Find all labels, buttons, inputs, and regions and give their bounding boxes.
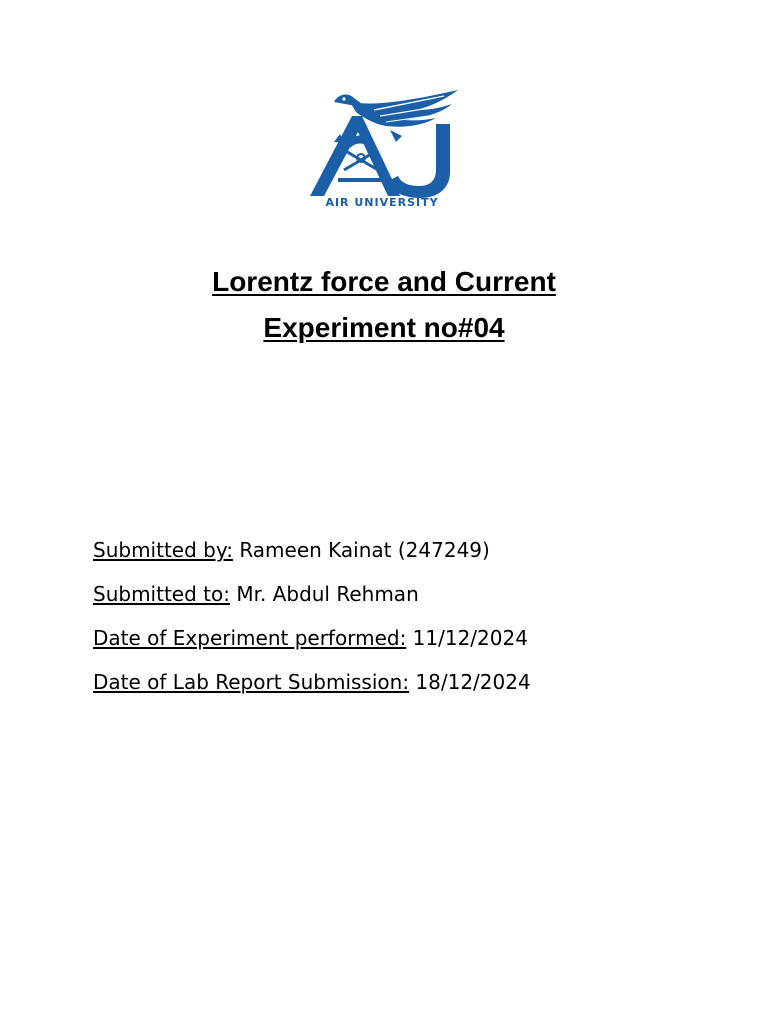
submitted-by-value: Rameen Kainat (247249) — [239, 538, 490, 562]
experiment-date-label: Date of Experiment performed: — [93, 626, 407, 650]
submitted-to-row — [93, 579, 713, 623]
experiment-date-value: 11/12/2024 — [412, 626, 528, 650]
submission-date-row — [93, 667, 713, 711]
submitted-by-row — [93, 535, 713, 579]
submission-details — [93, 535, 713, 711]
report-title: Lorentz force and Current — [212, 266, 556, 297]
submitted-by-label: Submitted by: — [93, 538, 233, 562]
submission-date-value: 18/12/2024 — [415, 670, 531, 694]
air-university-logo — [304, 84, 460, 212]
logo-wordmark: AIR UNIVERSITY — [325, 196, 439, 209]
submitted-to-value: Mr. Abdul Rehman — [236, 582, 419, 606]
experiment-date-row — [93, 623, 713, 667]
eagle-icon — [304, 84, 460, 212]
submission-date-label: Date of Lab Report Submission: — [93, 670, 410, 694]
submitted-to-label: Submitted to: — [93, 582, 230, 606]
experiment-number: Experiment no#04 — [263, 312, 505, 343]
